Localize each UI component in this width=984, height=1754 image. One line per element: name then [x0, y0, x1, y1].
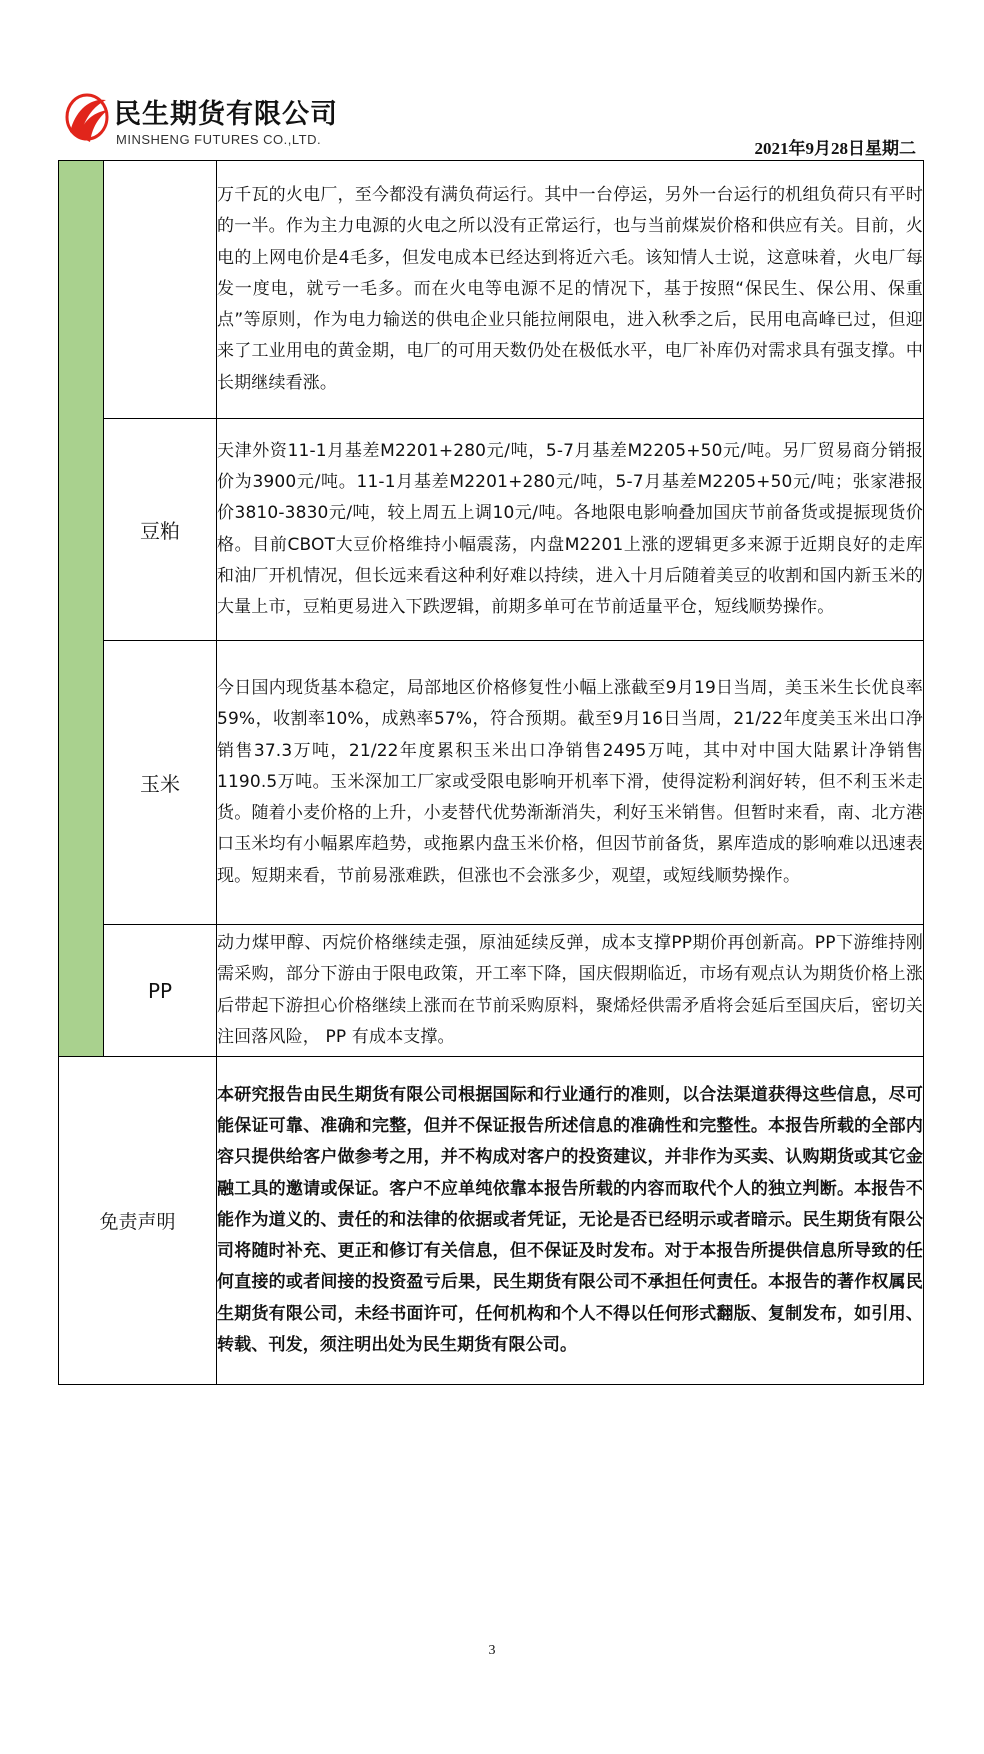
table-row [59, 161, 924, 419]
page-header [0, 0, 984, 160]
table-row [59, 641, 924, 925]
disclaimer-row [59, 1057, 924, 1385]
company-name-cn: 民生期货有限公司 [114, 99, 338, 130]
company-name-en: MINSHENG FUTURES CO.,LTD. [116, 132, 322, 147]
minsheng-logo-icon [64, 88, 110, 146]
category-column-green [59, 161, 104, 1057]
report-date: 2021年9月28日星期二 [754, 139, 916, 158]
table-row [59, 419, 924, 641]
page-number: 3 [488, 1643, 496, 1658]
row-content-soymeal: 天津外资11-1月基差M2201+280元/吨，5-7月基差M2205+50元/吨。另厂贸易商分销报价为3900元/吨。11-1月基差M2201+280元/吨，5-7月基差M2205+50元/吨；张家港报价3810-3830元/吨，较上周五上调10元/吨。各地限电影响叠加国庆节前备货或提振现货价格。目前CBOT大豆价格维持小幅震荡，内盘M2201上涨的逻辑更多来源于近期良好的走库和油厂开机情况，但长远来看这种利好难以持续，进入十月后随着美豆的收割和国内新玉米的大量上市，豆粕更易进入下跌逻辑，前期多单可在节前适量平仓，短线顺势操作。 [217, 419, 924, 641]
row-label-soymeal: 豆粕 [104, 419, 217, 641]
row-label-corn: 玉米 [104, 641, 217, 925]
row-content-power: 万千瓦的火电厂，至今都没有满负荷运行。其中一台停运，另外一台运行的机组负荷只有平时的一半。作为主力电源的火电之所以没有正常运行，也与当前煤炭价格和供应有关。目前，火电的上网电价是4毛多，但发电成本已经达到将近六毛。该知情人士说，这意味着，火电厂每发一度电，就亏一毛多。而在火电等电源不足的情况下，基于按照“保民生、保公用、保重点”等原则，作为电力输送的供电企业只能拉闸限电，进入秋季之后，民用电高峰已过，但迎来了工业用电的黄金期，电厂的可用天数仍处在极低水平，电厂补库仍对需求具有强支撑。中长期继续看涨。 [217, 161, 924, 419]
table-row [59, 925, 924, 1057]
company-logo [64, 88, 364, 154]
row-content-corn: 今日国内现货基本稳定，局部地区价格修复性小幅上涨截至9月19日当周，美玉米生长优良率59%，收割率10%，成熟率57%，符合预期。截至9月16日当周，21/22年度美玉米出口净销售37.3万吨，21/22年度累积玉米出口净销售2495万吨，其中对中国大陆累计净销售1190.5万吨。玉米深加工厂家或受限电影响开机率下滑，使得淀粉利润好转，但不利玉米走货。随着小麦价格的上升，小麦替代优势渐渐消失，利好玉米销售。但暂时来看，南、北方港口玉米均有小幅累库趋势，或拖累内盘玉米价格，但因节前备货，累库造成的影响难以迅速表现。短期来看，节前易涨难跌，但涨也不会涨多少，观望，或短线顺势操作。 [217, 641, 924, 925]
report-table [58, 160, 924, 1385]
row-label [104, 161, 217, 419]
row-label-pp: PP [104, 925, 217, 1057]
disclaimer-label: 免责声明 [59, 1057, 217, 1385]
disclaimer-text: 本研究报告由民生期货有限公司根据国际和行业通行的准则，以合法渠道获得这些信息，尽可能保证可靠、准确和完整，但并不保证报告所述信息的准确性和完整性。本报告所载的全部内容只提供给客户做参考之用，并不构成对客户的投资建议，并非作为买卖、认购期货或其它金融工具的邀请或保证。客户不应单纯依靠本报告所载的内容而取代个人的独立判断。本报告不能作为道义的、责任的和法律的依据或者凭证，无论是否已经明示或者暗示。民生期货有限公司将随时补充、更正和修订有关信息，但不保证及时发布。对于本报告所提供信息所导致的任何直接的或者间接的投资盈亏后果，民生期货有限公司不承担任何责任。本报告的著作权属民生期货有限公司，未经书面许可，任何机构和个人不得以任何形式翻版、复制发布，如引用、转载、刊发，须注明出处为民生期货有限公司。 [217, 1057, 924, 1385]
row-content-pp: 动力煤甲醇、丙烷价格继续走强，原油延续反弹，成本支撑PP期价再创新高。PP下游维持刚需采购，部分下游由于限电政策，开工率下降，国庆假期临近，市场有观点认为期货价格上涨后带起下游担心价格继续上涨而在节前采购原料，聚烯烃供需矛盾将会延后至国庆后，密切关注回落风险， PP 有成本支撑。 [217, 925, 924, 1057]
